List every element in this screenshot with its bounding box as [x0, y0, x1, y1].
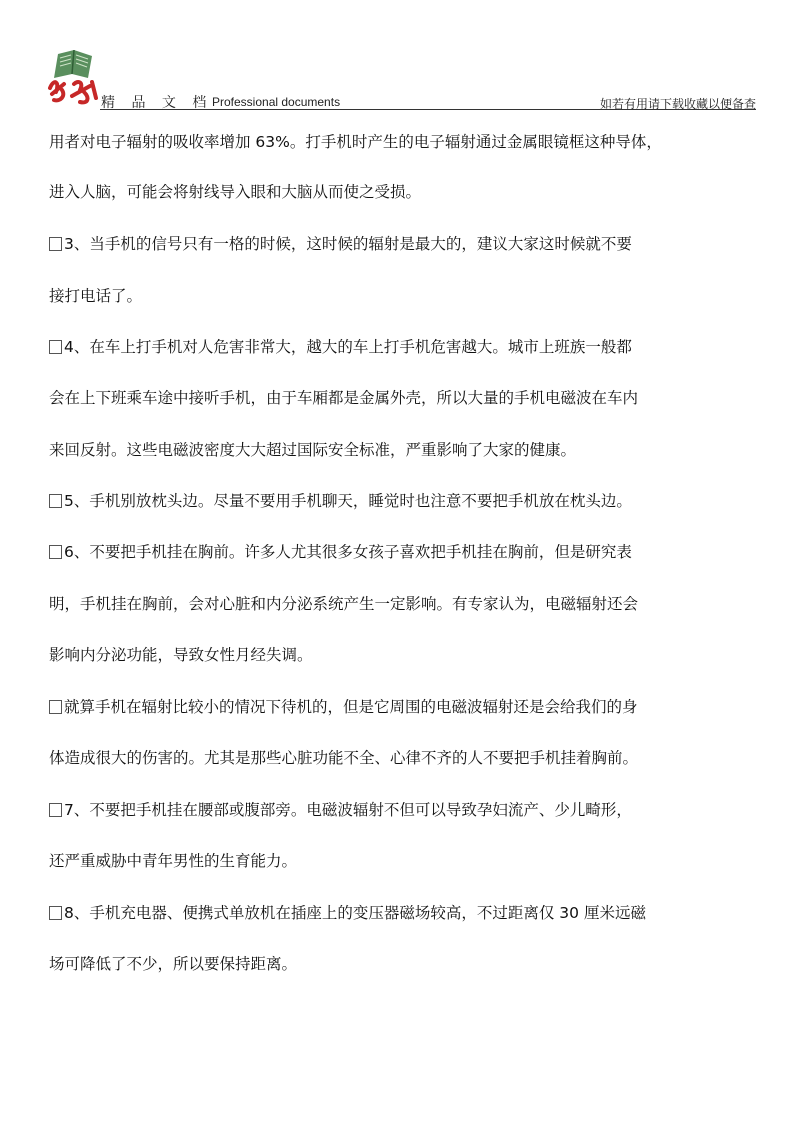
bullet-box-icon: [49, 700, 62, 714]
brand-chinese: 精 品 文 档: [101, 95, 213, 111]
page-header: [0, 0, 794, 112]
header-divider: [100, 109, 756, 110]
bullet-box-icon: [49, 803, 62, 817]
header-note: 如若有用请下载收藏以便备查: [599, 97, 756, 111]
paragraph-line: 场可降低了不少，所以要保持距离。: [49, 955, 298, 973]
paragraph-line: 体造成很大的伤害的。尤其是那些心脏功能不全、心律不齐的人不要把手机挂着胸前。: [49, 749, 639, 767]
paragraph-line: 来回反射。这些电磁波密度大大超过国际安全标准，严重影响了大家的健康。: [49, 441, 577, 459]
bullet-box-icon: [49, 237, 62, 251]
bullet-box-icon: [49, 545, 62, 559]
paragraph-line: 进入人脑，可能会将射线导入眼和大脑从而使之受损。: [49, 183, 422, 201]
bullet-box-icon: [49, 340, 62, 354]
bullet-box-icon: [49, 906, 62, 920]
paragraph-line: 3、当手机的信号只有一格的时候，这时候的辐射是最大的，建议大家这时候就不要: [49, 230, 632, 258]
brand-english: Professional documents: [212, 95, 341, 109]
paragraph-line: 接打电话了。: [49, 287, 143, 305]
paragraph-line: 4、在车上打手机对人危害非常大，越大的车上打手机危害越大。城市上班族一般都: [49, 333, 632, 361]
paragraph-line: 7、不要把手机挂在腰部或腹部旁。电磁波辐射不但可以导致孕妇流产、少儿畸形，: [49, 796, 632, 824]
paragraph-line: 用者对电子辐射的吸收率增加 63%。打手机时产生的电子辐射通过金属眼镜框这种导体，: [49, 133, 662, 151]
paragraph-line: 6、不要把手机挂在胸前。许多人尤其很多女孩子喜欢把手机挂在胸前，但是研究表: [49, 538, 632, 566]
paragraph-line: 影响内分泌功能，导致女性月经失调。: [49, 646, 313, 664]
bullet-box-icon: [49, 494, 62, 508]
paragraph-line: 明，手机挂在胸前，会对心脏和内分泌系统产生一定影响。有专家认为，电磁辐射还会: [49, 595, 639, 613]
paragraph-line: 8、手机充电器、便携式单放机在插座上的变压器磁场较高，不过距离仅 30 厘米远磁: [49, 899, 646, 927]
paragraph-line: 就算手机在辐射比较小的情况下待机的，但是它周围的电磁波辐射还是会给我们的身: [49, 693, 638, 721]
paragraph-line: 会在上下班乘车途中接听手机，由于车厢都是金属外壳，所以大量的手机电磁波在车内: [49, 389, 639, 407]
book-logo-icon: [44, 48, 100, 110]
paragraph-line: 还严重威胁中青年男性的生育能力。: [49, 852, 298, 870]
paragraph-line: 5、手机别放枕头边。尽量不要用手机聊天，睡觉时也注意不要把手机放在枕头边。: [49, 487, 632, 515]
